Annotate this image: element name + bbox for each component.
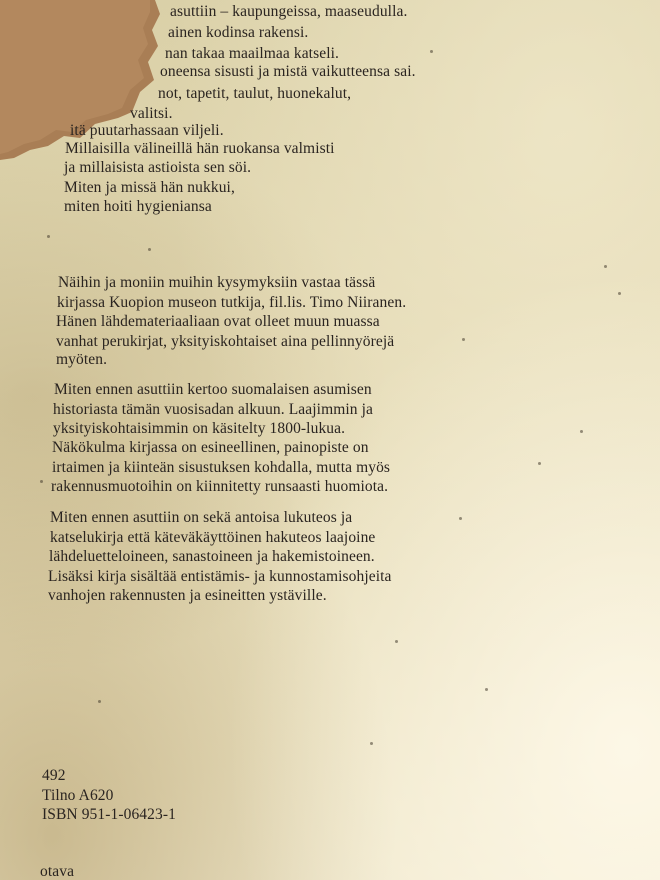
text-line: Miten ennen asuttiin kertoo suomalaisen asumisen	[54, 381, 372, 398]
dust-speck	[618, 292, 621, 295]
text-line: historiasta tämän vuosisadan alkuun. Laajimmin ja	[53, 401, 373, 418]
text-line: not, tapetit, taulut, huonekalut,	[158, 85, 352, 102]
catalog-number: 492	[42, 767, 66, 784]
dust-speck	[40, 480, 43, 483]
text-line: myöten.	[56, 351, 108, 368]
catalog-tilno: Tilno A620	[42, 787, 114, 804]
text-line: ja millaisista astioista sen söi.	[64, 159, 252, 176]
dust-speck	[485, 688, 488, 691]
dust-speck	[538, 462, 541, 465]
text-line: ainen kodinsa rakensi.	[168, 24, 309, 41]
text-line: Lisäksi kirja sisältää entistämis- ja kunnostamisohjeita	[48, 568, 392, 585]
text-line: Miten ja missä hän nukkui,	[64, 179, 235, 196]
dust-speck	[430, 50, 433, 53]
text-line: lähdeluetteloineen, sanastoineen ja hakemistoineen.	[49, 548, 375, 565]
text-line: itä puutarhassaan viljeli.	[70, 122, 224, 139]
text-line: vanhat perukirjat, yksityiskohtaiset aina pellinnyörejä	[56, 333, 395, 350]
dust-speck	[98, 700, 101, 703]
text-line: rakennusmuotoihin on kiinnitetty runsaasti huomiota.	[51, 478, 389, 495]
text-line: nan takaa maailmaa katseli.	[165, 45, 339, 62]
dust-speck	[395, 640, 398, 643]
dust-speck	[604, 265, 607, 268]
text-line: vanhojen rakennusten ja esineitten ystäville.	[48, 587, 327, 604]
text-line: irtaimen ja kiinteän sisustuksen kohdalla, mutta myös	[52, 459, 391, 476]
dust-speck	[148, 248, 151, 251]
dust-speck	[47, 235, 50, 238]
publisher-name: otava	[40, 863, 75, 880]
text-line: kirjassa Kuopion museon tutkija, fil.lis. Timo Niiranen.	[57, 294, 407, 311]
dust-speck	[462, 338, 465, 341]
text-line: yksityiskohtaisimmin on käsitelty 1800-lukua.	[53, 420, 346, 437]
text-line: asuttiin – kaupungeissa, maaseudulla.	[170, 3, 408, 20]
text-line: oneensa sisusti ja mistä vaikutteensa sai.	[160, 63, 416, 80]
text-line: Hänen lähdemateriaaliaan ovat olleet muun muassa	[56, 313, 380, 330]
text-line: Miten ennen asuttiin on sekä antoisa lukuteos ja	[50, 509, 353, 526]
text-line: katselukirja että käteväkäyttöinen hakuteos laajoine	[50, 529, 376, 546]
dust-speck	[370, 742, 373, 745]
text-line: valitsi.	[130, 105, 173, 122]
dust-speck	[580, 430, 583, 433]
catalog-isbn: ISBN 951-1-06423-1	[42, 806, 176, 823]
text-line: Näkökulma kirjassa on esineellinen, painopiste on	[52, 439, 369, 456]
text-line: miten hoiti hygieniansa	[64, 198, 212, 215]
text-line: Näihin ja moniin muihin kysymyksiin vastaa tässä	[58, 274, 376, 291]
text-line: Millaisilla välineillä hän ruokansa valmisti	[65, 140, 335, 157]
dust-speck	[459, 517, 462, 520]
